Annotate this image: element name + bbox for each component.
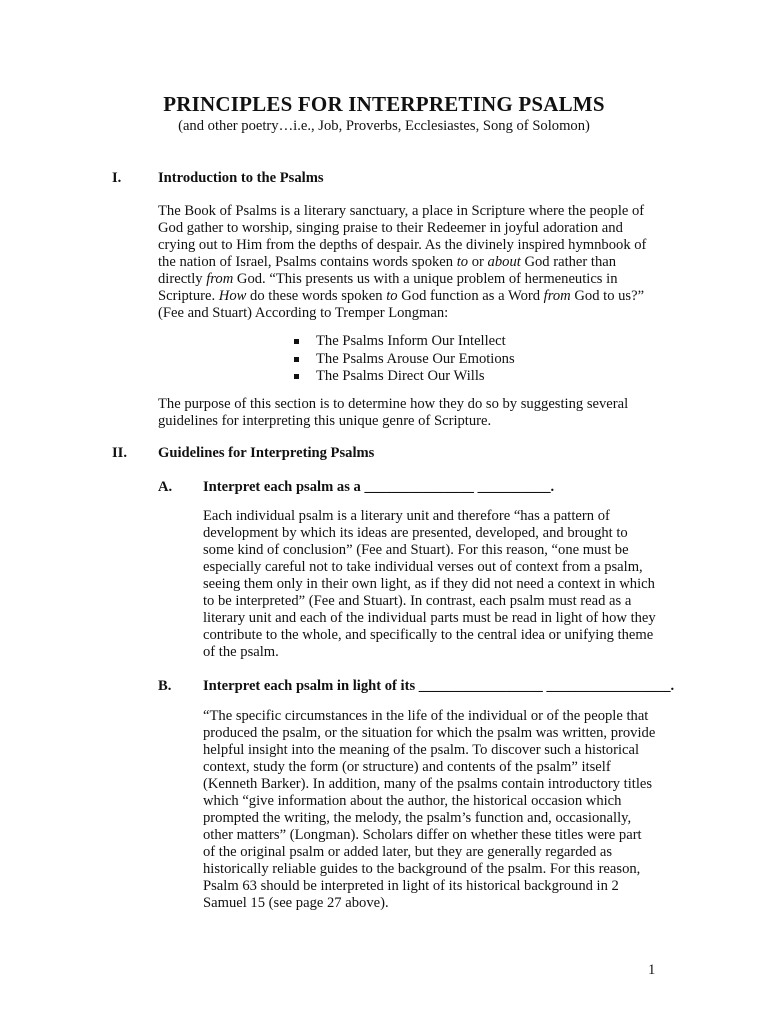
square-bullet-icon xyxy=(294,374,299,379)
list-item: The Psalms Arouse Our Emotions xyxy=(292,351,515,369)
subsection-b-letter: B. xyxy=(158,678,172,694)
square-bullet-icon xyxy=(294,357,299,362)
section-1-bullet-list xyxy=(292,333,515,386)
subsection-b-paragraph: “The specific circumstances in the life of the individual or of the people that produced the psalm, or the situation for which the psalm was written, provide helpful insight into the meaning of the psalm. To discover such a historical context, study the form (or structure) and contents of the psalm” itself (Kenneth Barker). In addition, many of the psalms contain introductory titles which “give information about the author, the historical occasion which prompted the writing, the melody, the psalm’s function and, occasionally, other matters” (Longman). Scholars differ on whether these titles were part of the original psalm or added later, but they are generally regarded as historically reliable guides to the background of the psalm. For this reason, Psalm 63 should be interpreted in light of its historical background in 2 Samuel 15 (see page 27 above). xyxy=(203,708,656,911)
subsection-a-paragraph: Each individual psalm is a literary unit and therefore “has a pattern of development by which its ideas are presented, developed, and brought to some kind of conclusion” (Fee and Stuart). For this reason, “one must be especially careful not to take individual verses out of context from a psalm, seeing them only in their own light, as if they did not need a context in which to be interpreted” (Fee and Stuart). In contrast, each psalm must read as a literary unit and each of the individual parts must be read in light of how they contribute to the whole, and specifically to the central idea or unifying theme of the psalm. xyxy=(203,508,656,660)
section-2-numeral: II. xyxy=(112,445,128,461)
section-2-heading: Guidelines for Interpreting Psalms xyxy=(158,445,375,461)
page-number: 1 xyxy=(648,962,656,978)
list-item: The Psalms Inform Our Intellect xyxy=(292,333,515,351)
subsection-b-heading: Interpret each psalm in light of its _________________ _________________. xyxy=(203,678,675,694)
document-title: PRINCIPLES FOR INTERPRETING PSALMS xyxy=(163,92,605,116)
section-1-intro-paragraph: The Book of Psalms is a literary sanctuary, a place in Scripture where the people of God gather to worship, singing praise to their Redeemer in joyful adoration and crying out to Him from the depths of despair. As the divinely inspired hymnbook of the nation of Israel, Psalms contains words spoken to or about God rather than directly from God. “This presents us with a unique problem of hermeneutics in Scripture. How do these words spoken to God function as a Word from God to us?” (Fee and Stuart) According to Tremper Longman: xyxy=(158,203,647,321)
subsection-a-heading: Interpret each psalm as a _______________ __________. xyxy=(203,479,555,495)
list-item: The Psalms Direct Our Wills xyxy=(292,368,515,386)
document-subtitle: (and other poetry…i.e., Job, Proverbs, Ecclesiastes, Song of Solomon) xyxy=(178,118,590,134)
section-1-numeral: I. xyxy=(112,170,122,186)
subsection-a-letter: A. xyxy=(158,479,173,495)
section-1-heading: Introduction to the Psalms xyxy=(158,170,324,186)
square-bullet-icon xyxy=(294,339,299,344)
section-1-purpose-paragraph: The purpose of this section is to determine how they do so by suggesting several guidelines for interpreting this unique genre of Scripture. xyxy=(158,396,629,429)
